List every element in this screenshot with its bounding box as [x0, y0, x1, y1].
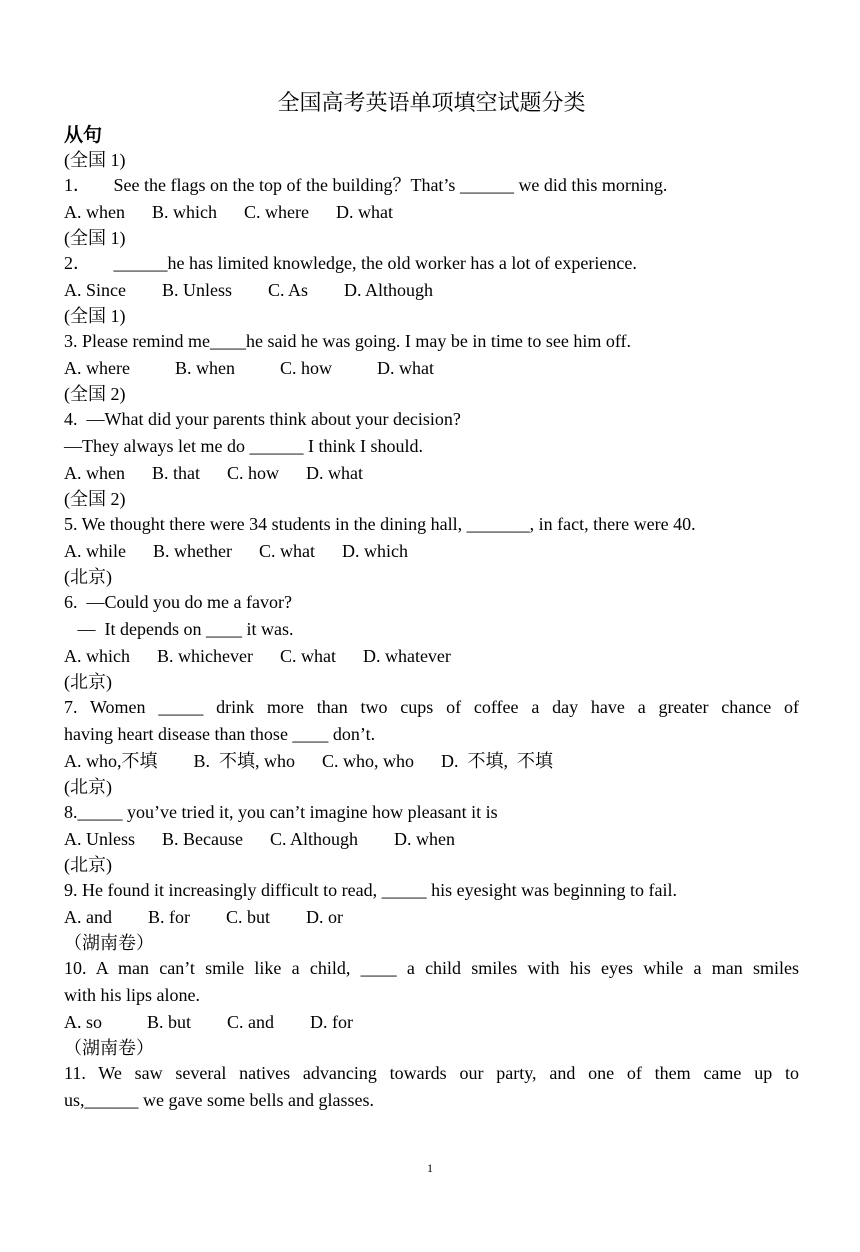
- question-item: [64, 487, 799, 565]
- question-source: (全国 2): [64, 489, 126, 509]
- question-source: (全国 1): [64, 228, 126, 248]
- answer-options: A. where B. when C. how D. what: [64, 358, 434, 378]
- question-item: [64, 304, 799, 382]
- question-list: [64, 148, 799, 1114]
- section-heading: 从句: [64, 125, 103, 146]
- answer-options: A. which B. whichever C. what D. whatever: [64, 646, 451, 666]
- question-text: — It depends on ____ it was.: [64, 619, 294, 639]
- question-text: 7. Women _____ drink more than two cups of coffee a day have a greater chance of: [64, 697, 799, 717]
- answer-options: A. so B. but C. and D. for: [64, 1012, 353, 1032]
- answer-options: A. who,不填 B. 不填, who C. who, who D. 不填, 不填: [64, 751, 554, 771]
- question-text: —They always let me do ______ I think I should.: [64, 436, 423, 456]
- question-source: (全国 2): [64, 384, 126, 404]
- question-source: (全国 1): [64, 150, 126, 170]
- question-source: (全国 1): [64, 306, 126, 326]
- question-text: 3. Please remind me____he said he was going. I may be in time to see him off.: [64, 331, 632, 351]
- question-text: 1． See the flags on the top of the building？That’s ______ we did this morning.: [64, 175, 668, 195]
- question-text: 4. —What did your parents think about your decision?: [64, 409, 461, 429]
- question-source: （湖南卷）: [64, 933, 154, 953]
- question-text: 5. We thought there were 34 students in the dining hall, _______, in fact, there were 40.: [64, 514, 696, 534]
- answer-options: A. Since B. Unless C. As D. Although: [64, 280, 434, 300]
- question-item: [64, 775, 799, 853]
- question-item: [64, 853, 799, 931]
- question-text: with his lips alone.: [64, 985, 200, 1005]
- question-text: 9. He found it increasingly difficult to read, _____ his eyesight was beginning to fail.: [64, 880, 678, 900]
- question-source: （湖南卷）: [64, 1038, 154, 1058]
- question-text: us,______ we gave some bells and glasses.: [64, 1090, 374, 1110]
- answer-options: A. Unless B. Because C. Although D. when: [64, 829, 455, 849]
- question-item: [64, 931, 799, 1036]
- question-item: [64, 565, 799, 670]
- question-text: 8._____ you’ve tried it, you can’t imagine how pleasant it is: [64, 802, 498, 822]
- document-page: [64, 88, 799, 1114]
- page-number: 1: [427, 1161, 433, 1175]
- question-item: [64, 148, 799, 226]
- question-text: 2． ______he has limited knowledge, the old worker has a lot of experience.: [64, 253, 637, 273]
- question-item: [64, 226, 799, 304]
- document-title: 全国高考英语单项填空试题分类: [277, 90, 586, 115]
- question-text: 10. A man can’t smile like a child, ____ a child smiles with his eyes while a man smiles: [64, 958, 799, 978]
- answer-options: A. when B. that C. how D. what: [64, 463, 363, 483]
- question-item: [64, 670, 799, 775]
- answer-options: A. and B. for C. but D. or: [64, 907, 343, 927]
- question-source: (北京): [64, 777, 112, 797]
- answer-options: A. when B. which C. where D. what: [64, 202, 393, 222]
- question-item: [64, 382, 799, 487]
- answer-options: A. while B. whether C. what D. which: [64, 541, 408, 561]
- question-source: (北京): [64, 567, 112, 587]
- question-source: (北京): [64, 672, 112, 692]
- question-text: having heart disease than those ____ don’t.: [64, 724, 376, 744]
- question-text: 11. We saw several natives advancing towards our party, and one of them came up to: [64, 1063, 799, 1083]
- question-text: 6. —Could you do me a favor?: [64, 592, 292, 612]
- question-item: [64, 1036, 799, 1114]
- question-source: (北京): [64, 855, 112, 875]
